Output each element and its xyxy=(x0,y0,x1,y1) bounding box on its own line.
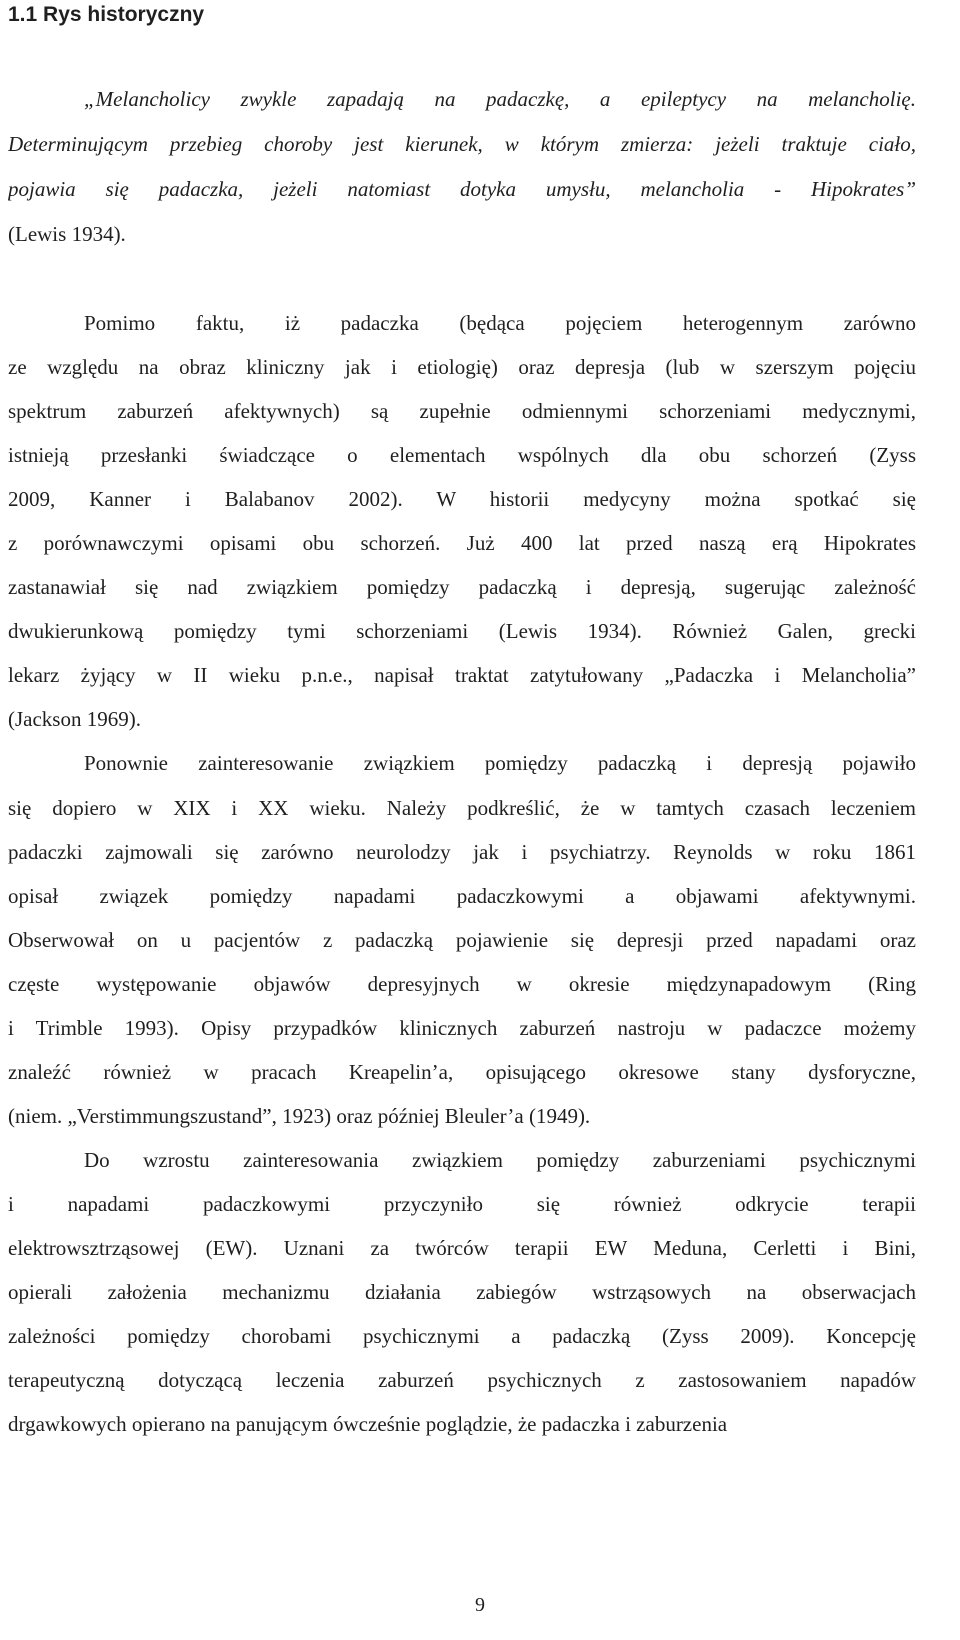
quote-citation: (Lewis 1934). xyxy=(8,222,126,246)
paragraph-line: częste występowanie objawów depresyjnych w okresie międzynapadowym (Ring xyxy=(8,972,916,996)
paragraph-line: znaleźć również w pracach Kreapelin’a, opisującego okresowe stany dysforyczne, xyxy=(8,1060,916,1084)
paragraph-line: (niem. „Verstimmungszustand”, 1923) oraz później Bleuler’a (1949). xyxy=(8,1104,591,1128)
paragraph-line: się dopiero w XIX i XX wieku. Należy podkreślić, że w tamtych czasach leczeniem xyxy=(8,796,916,820)
paragraph-line: opierali założenia mechanizmu działania zabiegów wstrząsowych na obserwacjach xyxy=(8,1280,916,1304)
paragraph-line: terapeutyczną dotyczącą leczenia zaburzeń psychicznych z zastosowaniem napadów xyxy=(8,1368,916,1392)
paragraph-line: istnieją przesłanki świadczące o elementach wspólnych dla obu schorzeń (Zyss xyxy=(8,443,916,467)
paragraph-line: i napadami padaczkowymi przyczyniło się również odkrycie terapii xyxy=(8,1192,916,1216)
paragraph-line: Obserwował on u pacjentów z padaczką pojawienie się depresji przed napadami oraz xyxy=(8,928,916,952)
paragraph-line: spektrum zaburzeń afektywnych) są zupełnie odmiennymi schorzeniami medycznymi, xyxy=(8,399,916,423)
paragraph-line: zależności pomiędzy chorobami psychicznymi a padaczką (Zyss 2009). Koncepcję xyxy=(8,1324,916,1348)
paragraph-line: z porównawczymi opisami obu schorzeń. Już 400 lat przed naszą erą Hipokrates xyxy=(8,531,916,555)
paragraph-line: dwukierunkową pomiędzy tymi schorzeniami (Lewis 1934). Również Galen, grecki xyxy=(8,619,916,643)
paragraph-line: opisał związek pomiędzy napadami padaczkowymi a objawami afektywnymi. xyxy=(8,884,916,908)
page-number: 9 xyxy=(475,1594,485,1616)
paragraph-line: Ponownie zainteresowanie związkiem pomiędzy padaczką i depresją pojawiło xyxy=(84,751,916,775)
section-heading: 1.1 Rys historyczny xyxy=(8,3,205,26)
paragraph-line: Do wzrostu zainteresowania związkiem pomiędzy zaburzeniami psychicznymi xyxy=(84,1148,916,1172)
quote-line: „Melancholicy zwykle zapadają na padaczkę, a epileptycy na melancholię. xyxy=(84,87,916,111)
paragraph-line: 2009, Kanner i Balabanov 2002). W historii medycyny można spotkać się xyxy=(8,487,916,511)
paragraph-line: ze względu na obraz kliniczny jak i etiologię) oraz depresja (lub w szerszym pojęciu xyxy=(8,355,916,379)
paragraph-line: Pomimo faktu, iż padaczka (będąca pojęciem heterogennym zarówno xyxy=(84,311,916,335)
paragraph-line: lekarz żyjący w II wieku p.n.e., napisał traktat zatytułowany „Padaczka i Melancholia” xyxy=(8,663,916,687)
paragraph-line: (Jackson 1969). xyxy=(8,707,141,731)
paragraph-line: elektrowsztrząsowej (EW). Uznani za twórców terapii EW Meduna, Cerletti i Bini, xyxy=(8,1236,916,1260)
paragraph-line: padaczki zajmowali się zarówno neurolodzy jak i psychiatrzy. Reynolds w roku 1861 xyxy=(8,840,916,864)
paragraph-line: zastanawiał się nad związkiem pomiędzy padaczką i depresją, sugerując zależność xyxy=(8,575,916,599)
paragraph-line: i Trimble 1993). Opisy przypadków klinicznych zaburzeń nastroju w padaczce możemy xyxy=(8,1016,916,1040)
quote-line: Determinującym przebieg choroby jest kierunek, w którym zmierza: jeżeli traktuje ciało, xyxy=(8,132,916,156)
paragraph-line: drgawkowych opierano na panującym ówcześnie poglądzie, że padaczka i zaburzenia xyxy=(8,1412,728,1436)
quote-line: pojawia się padaczka, jeżeli natomiast dotyka umysłu, melancholia - Hipokrates” xyxy=(8,177,916,201)
